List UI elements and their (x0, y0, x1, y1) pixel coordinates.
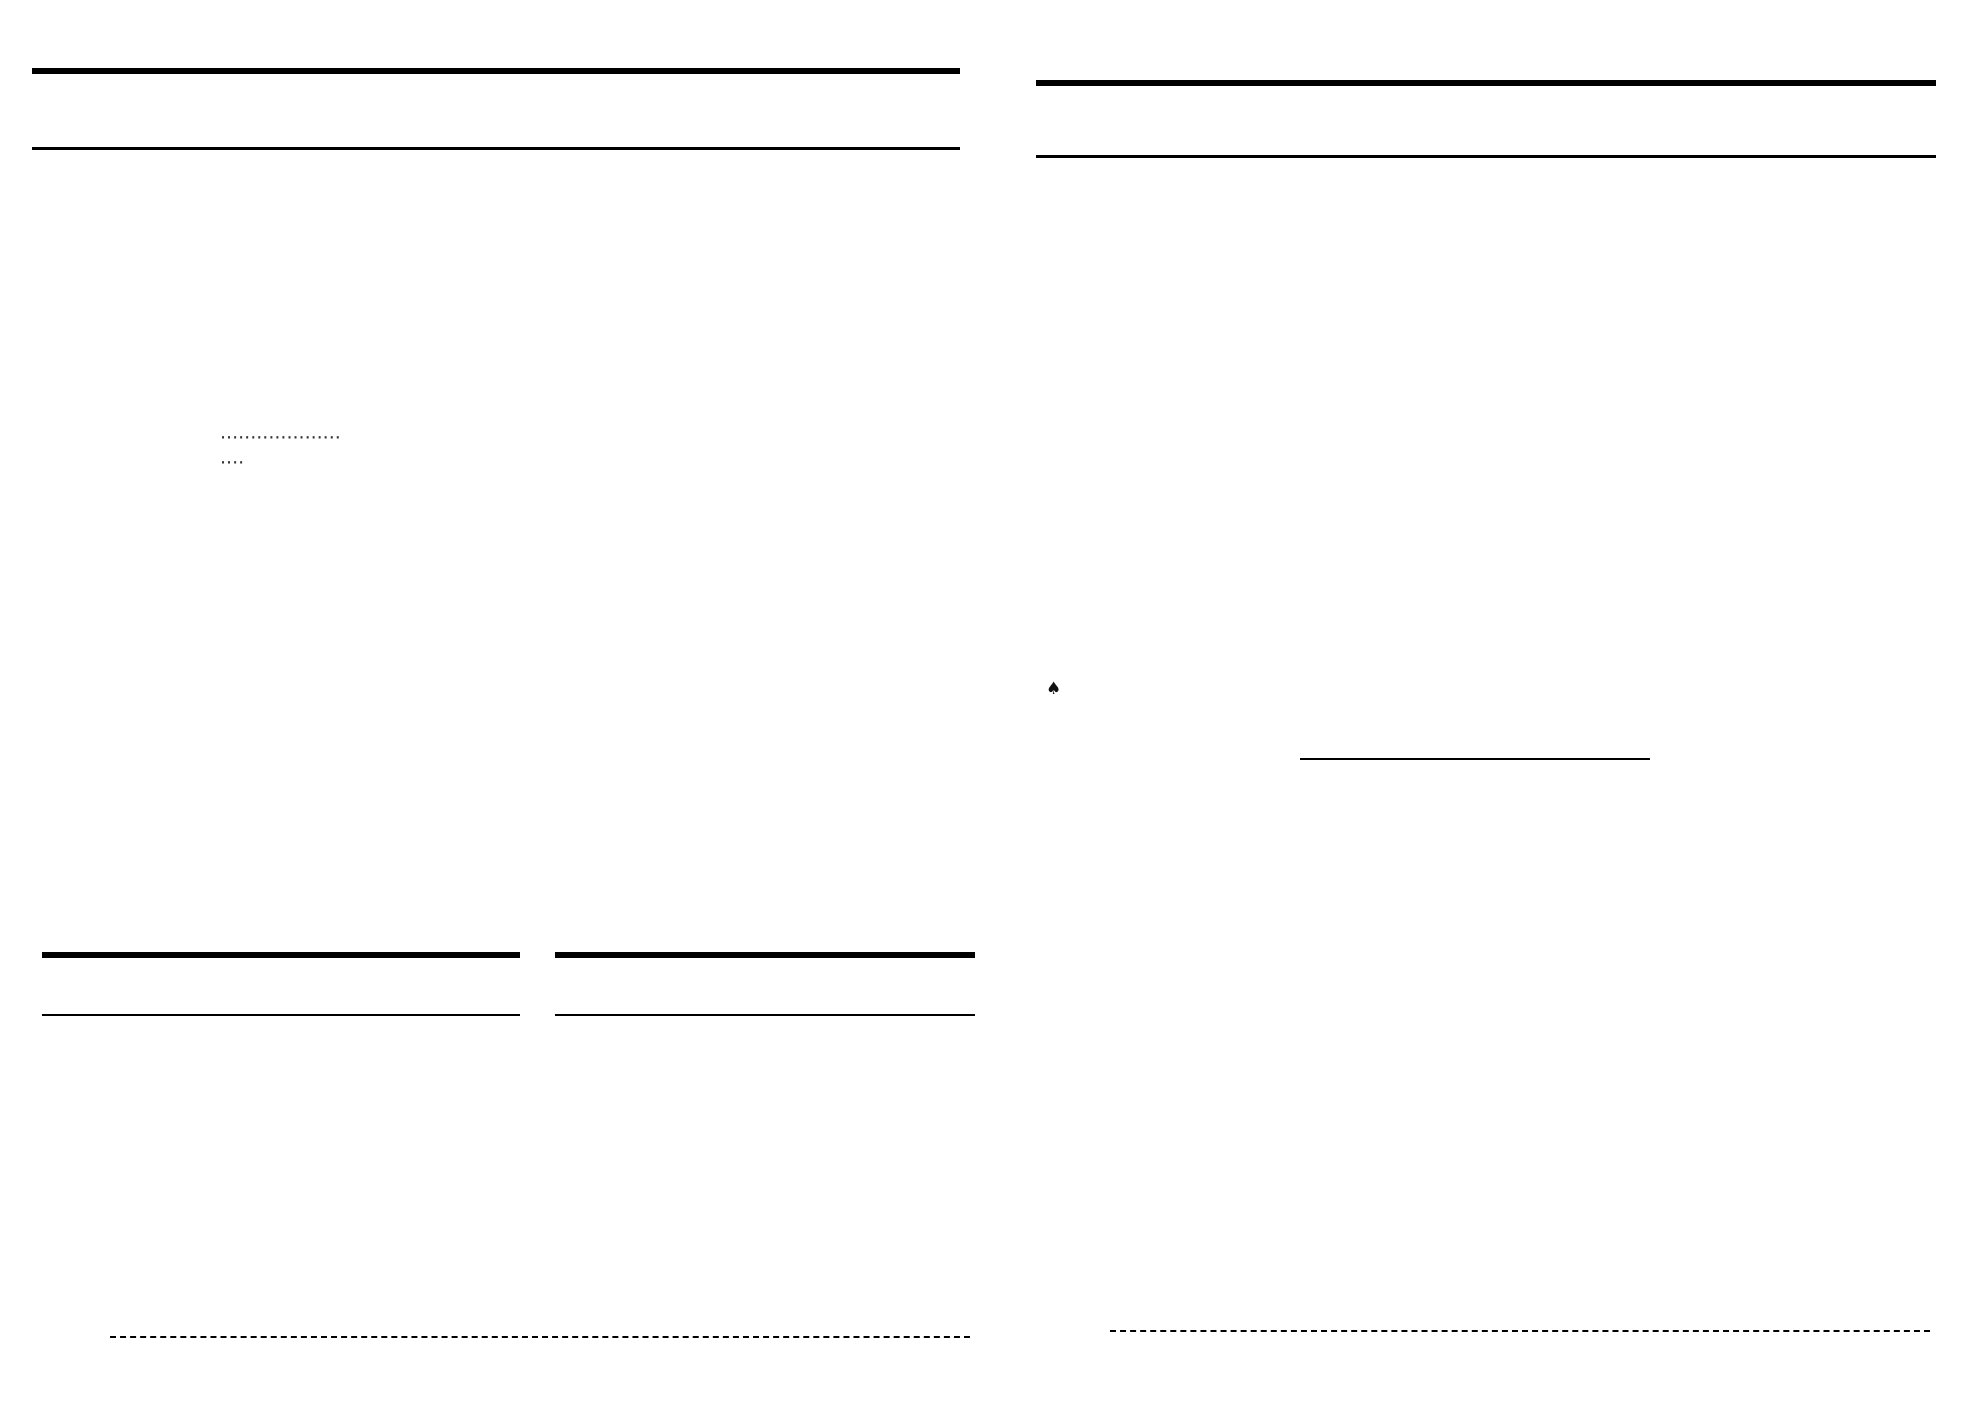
spade-icon: ♠ (1046, 679, 1062, 699)
youth-rule-bottom (42, 1014, 520, 1016)
news-rule-bottom (1036, 155, 1936, 158)
youth-rule-top (42, 952, 520, 958)
special-members (1046, 676, 1936, 703)
church-news-detail: ···················· ···· (220, 427, 341, 474)
left-footer-divider (110, 1336, 970, 1338)
right-footer-divider (1110, 1330, 1930, 1332)
wednesday-rule-top (555, 952, 975, 958)
offering-title-underline (1300, 758, 1650, 760)
news-rule-top (1036, 80, 1936, 86)
title-rule-top (32, 68, 960, 74)
wednesday-rule-bottom (555, 1014, 975, 1016)
title-rule-bottom (32, 147, 960, 150)
